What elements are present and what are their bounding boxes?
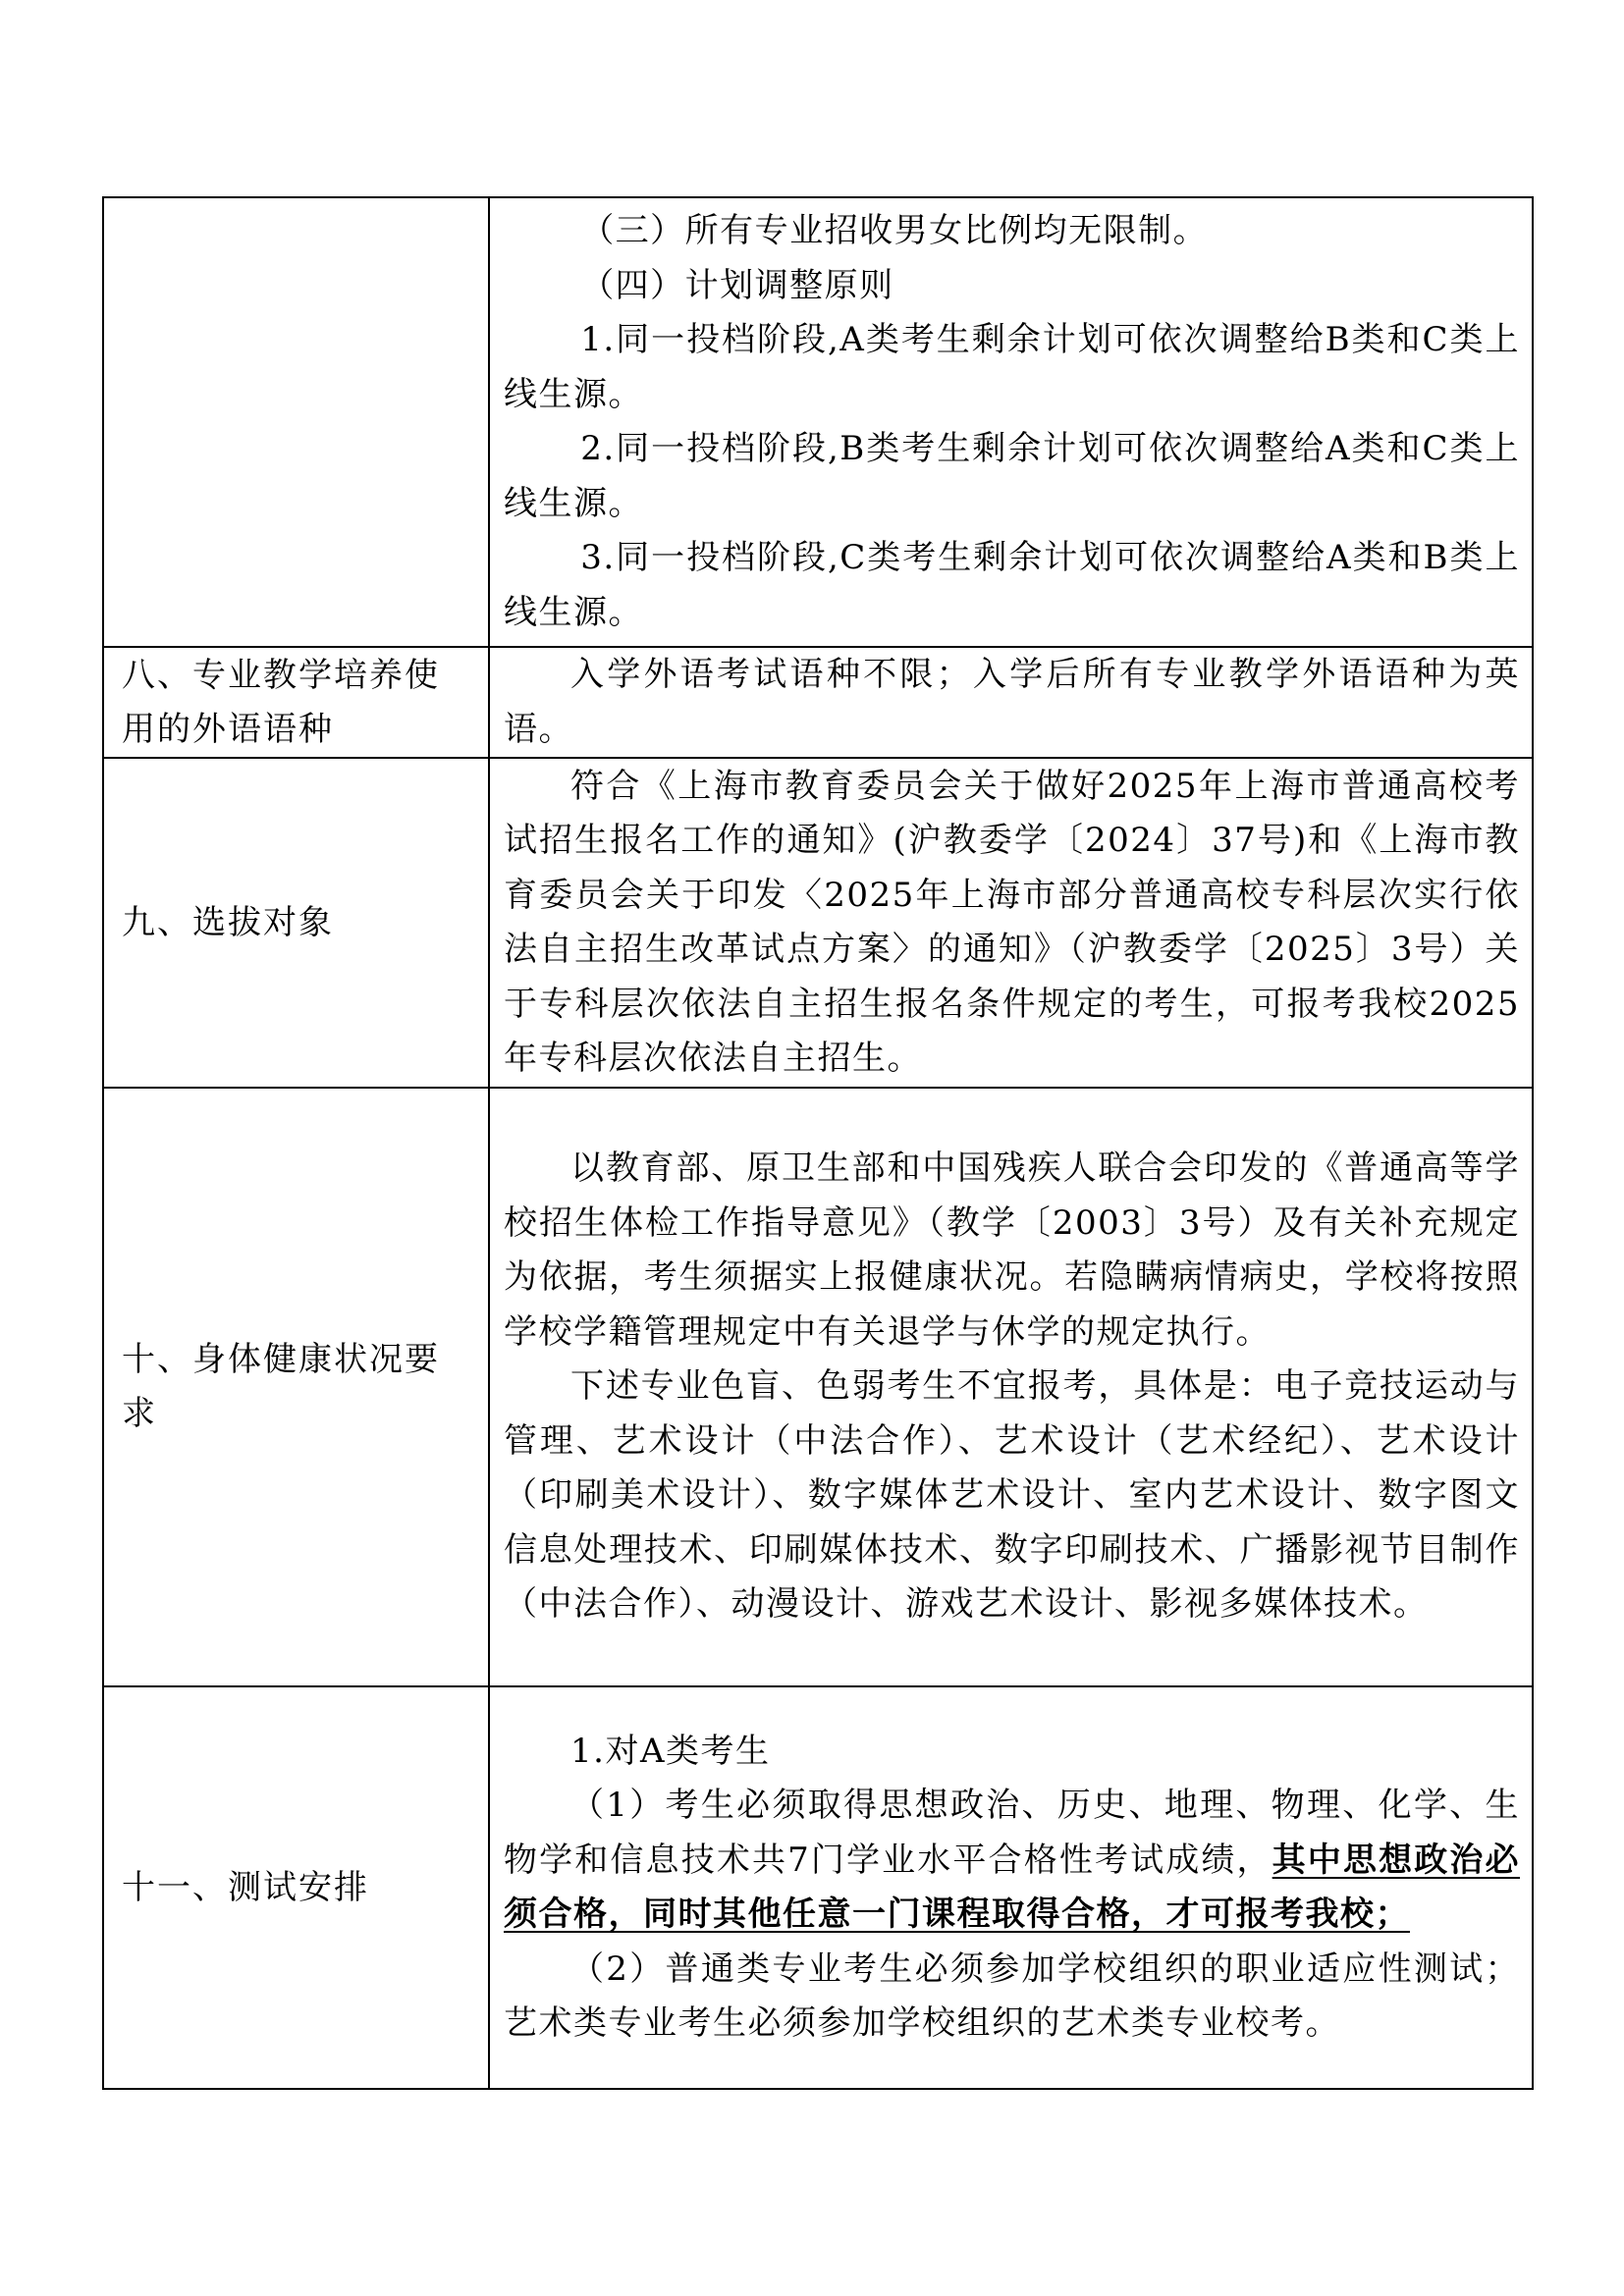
table-row-health-requirements [103, 1088, 1533, 1686]
paragraph: 2.同一投档阶段,B类考生剩余计划可依次调整给A类和C类上线生源。 [504, 429, 1520, 523]
paragraph: 符合《上海市教育委员会关于做好2025年上海市普通高校考试招生报名工作的通知》(沪教委学〔2024〕37号)和《上海市教育委员会关于印发〈2025年上海市部分普通高校专科层次实行依法自主招生改革试点方案〉的通知》（沪教委学〔2025〕3号）关于专科层次依法自主招生报名条件规定的考生，可报考我校2025年专科层次依法自主招生。 [504, 766, 1520, 1078]
admissions-table [102, 196, 1534, 2090]
table-row-foreign-language [103, 647, 1533, 758]
row-content-selection-target [489, 758, 1533, 1088]
row-content-plan-adjustment [489, 197, 1533, 647]
paragraph: 以教育部、原卫生部和中国残疾人联合会印发的《普通高等学校招生体检工作指导意见》（教学〔2003〕3号）及有关补充规定为依据，考生须据实上报健康状况。若隐瞒病情病史，学校将按照学校学籍管理规定中有关退学与休学的规定执行。 [504, 1148, 1520, 1352]
paragraph: 1.对A类考生 [570, 1731, 771, 1771]
row-label-health-requirements: 十、身体健康状况要求 [103, 1088, 489, 1686]
row-content-testing-arrangement [489, 1686, 1533, 2089]
paragraph: 3.同一投档阶段,C类考生剩余计划可依次调整给A类和B类上线生源。 [504, 538, 1520, 632]
paragraph: 1.同一投档阶段,A类考生剩余计划可依次调整给B类和C类上线生源。 [504, 320, 1520, 414]
paragraph-text: （1）考生必须取得思想政治、历史、地理、物理、化学、生物学和信息技术共7门学业水平合格性考试成绩， [504, 1786, 1520, 1880]
row-label-foreign-language: 八、专业教学培养使用的外语语种 [103, 647, 489, 758]
table-row-selection-target [103, 758, 1533, 1088]
table-row-plan-adjustment [103, 197, 1533, 647]
paragraph: （四）计划调整原则 [580, 265, 894, 305]
row-label-empty [103, 197, 489, 647]
row-content-foreign-language [489, 647, 1533, 758]
paragraph: 下述专业色盲、色弱考生不宜报考，具体是：电子竞技运动与管理、艺术设计（中法合作）、艺术设计（艺术经纪）、艺术设计（印刷美术设计）、数字媒体艺术设计、室内艺术设计、数字图文信息处理技术、印刷媒体技术、数字印刷技术、广播影视节目制作（中法合作）、动漫设计、游戏艺术设计、影视多媒体技术。 [504, 1366, 1520, 1625]
row-label-testing-arrangement: 十一、测试安排 [103, 1686, 489, 2089]
paragraph: 入学外语考试语种不限；入学后所有专业教学外语语种为英语。 [504, 655, 1520, 749]
table-row-testing-arrangement [103, 1686, 1533, 2089]
emphasized-requirement: 其中思想政治必须合格，同时其他任意一门课程取得合格，才可报考我校； [504, 1840, 1520, 1934]
row-label-selection-target: 九、选拔对象 [103, 758, 489, 1088]
paragraph [504, 1779, 1520, 1943]
row-content-health-requirements [489, 1088, 1533, 1686]
paragraph: （2）普通类专业考生必须参加学校组织的职业适应性测试；艺术类专业考生必须参加学校组织的艺术类专业校考。 [504, 1949, 1520, 2043]
paragraph: （三）所有专业招收男女比例均无限制。 [580, 211, 1209, 250]
